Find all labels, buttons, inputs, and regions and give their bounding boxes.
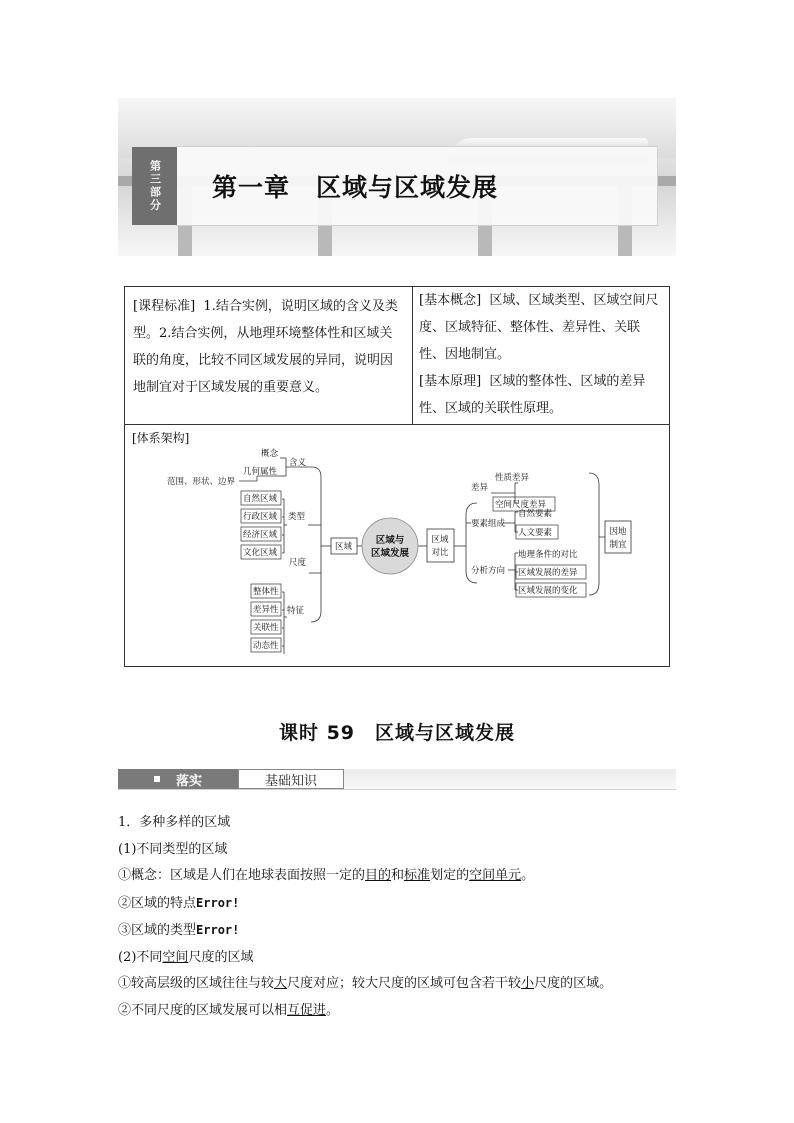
elements-label: 要素组成	[471, 519, 506, 529]
concepts-label: [基本概念]	[419, 293, 482, 308]
section-tag-dark	[118, 769, 238, 789]
text-span: ①较高层级的区域往往与较	[118, 976, 275, 991]
text-span: 。	[521, 868, 535, 883]
diff-item: 性质差异	[495, 473, 530, 483]
feature-item: 整体性	[253, 587, 279, 597]
scale-line-1	[118, 971, 678, 998]
error-text: Error!	[196, 895, 240, 910]
text-span: 尺度的区域。	[534, 976, 613, 991]
principles-label: [基本原理]	[419, 374, 482, 389]
element-item: 自然要素	[518, 509, 553, 519]
region-node: 区域	[335, 542, 353, 552]
text-span: 。	[326, 1002, 340, 1018]
type-item: 经济区域	[243, 530, 278, 540]
type-label: 类型	[288, 512, 306, 522]
analysis-item: 地理条件的对比	[518, 550, 578, 560]
center-node-line2: 区域发展	[370, 548, 410, 559]
features-line	[118, 890, 678, 918]
lesson-title: 课时 59 区域与区域发展	[278, 722, 516, 744]
text-span: 尺度的区域	[188, 949, 254, 965]
text-span: ②区域的特点	[118, 895, 197, 911]
course-standard-text: 1.结合实例，说明区域的含义及类型。2.结合实例，从地理环境整体性和区域关联的角度，比较不同区域发展的异同，说明因地制宜对于区域发展的重要意义。	[133, 299, 398, 395]
course-standard-label: [课程标准]	[133, 299, 196, 314]
heading-1-2	[118, 945, 678, 972]
blank-answer: 空间单元	[469, 868, 522, 883]
blank-answer: 小	[521, 976, 535, 991]
feature-item: 关联性	[253, 623, 279, 633]
framework-svg	[125, 425, 669, 666]
feature-item: 动态性	[253, 641, 279, 651]
types-line	[118, 917, 678, 945]
text-span: ③区域的类型	[118, 923, 197, 938]
framework-diagram	[125, 425, 669, 666]
analysis-label: 分析方向	[471, 566, 506, 576]
analysis-item: 区域发展的差异	[518, 568, 578, 578]
concept-label: 概念	[261, 449, 279, 459]
section-header	[118, 769, 676, 790]
concept-line	[118, 863, 678, 890]
text-span: ①概念：区域是人们在地球表面按照一定的	[118, 868, 366, 883]
overview-table	[124, 286, 670, 667]
adapt-node-line2: 制宜	[609, 540, 627, 550]
principles-text: 区域的整体性、区域的差异性、区域的关联性原理。	[419, 374, 646, 416]
scale-label: 尺度	[289, 558, 307, 568]
compare-node-line2: 对比	[431, 548, 449, 558]
diff-item: 空间尺度差异	[495, 500, 547, 510]
square-bullet-icon	[154, 776, 160, 782]
concepts-cell	[413, 287, 669, 425]
heading-1: 1．多种多样的区域	[118, 815, 231, 830]
blank-answer: 标准	[404, 868, 431, 883]
analysis-item: 区域发展的变化	[518, 586, 578, 596]
error-text: Error!	[196, 923, 240, 937]
geo-attr-label: 几何属性	[243, 467, 278, 477]
type-item: 文化区域	[243, 548, 278, 558]
course-standard-cell	[125, 287, 413, 425]
heading-1-1: (1)不同类型的区域	[118, 841, 228, 857]
text-span: 和	[391, 868, 405, 883]
center-node-line1: 区域与	[375, 535, 405, 546]
framework-label: [体系架构]	[132, 431, 190, 445]
blank-answer: 空间	[162, 949, 189, 965]
text-span: ②不同尺度的区域发展可以相	[118, 1002, 288, 1018]
scale-line-2	[118, 998, 678, 1025]
text-span: 尺度对应；较大尺度的区域可包含若干较	[287, 976, 522, 991]
feature-item: 差异性	[253, 605, 279, 615]
text-span: 划定的	[430, 868, 470, 883]
element-item: 人文要素	[518, 528, 553, 538]
chapter-title: 第一章 区域与区域发展	[212, 173, 499, 202]
type-item: 自然区域	[243, 494, 278, 504]
text-span: (2)不同	[118, 949, 163, 965]
blank-answer: 目的	[365, 868, 392, 883]
section-dark-label: 落实	[175, 773, 202, 789]
diff-label: 差异	[471, 483, 489, 493]
center-node	[362, 518, 418, 574]
part-tag: 第三部分	[132, 147, 177, 225]
blank-answer: 互促进	[287, 1002, 327, 1018]
blank-answer: 大	[274, 976, 288, 991]
body-content	[118, 810, 678, 1024]
scope-label: 范围、形状、边界	[167, 477, 236, 487]
feature-label: 特征	[287, 606, 305, 616]
concepts-text: 区域、区域类型、区域空间尺度、区域特征、整体性、差异性、关联性、因地制宜。	[419, 293, 659, 362]
section-tag-light: 基础知识	[238, 769, 344, 789]
meaning-label: 含义	[289, 458, 307, 468]
type-item: 行政区域	[243, 512, 278, 522]
compare-node-line1: 区域	[431, 535, 449, 545]
adapt-node-line1: 因地	[609, 527, 627, 537]
